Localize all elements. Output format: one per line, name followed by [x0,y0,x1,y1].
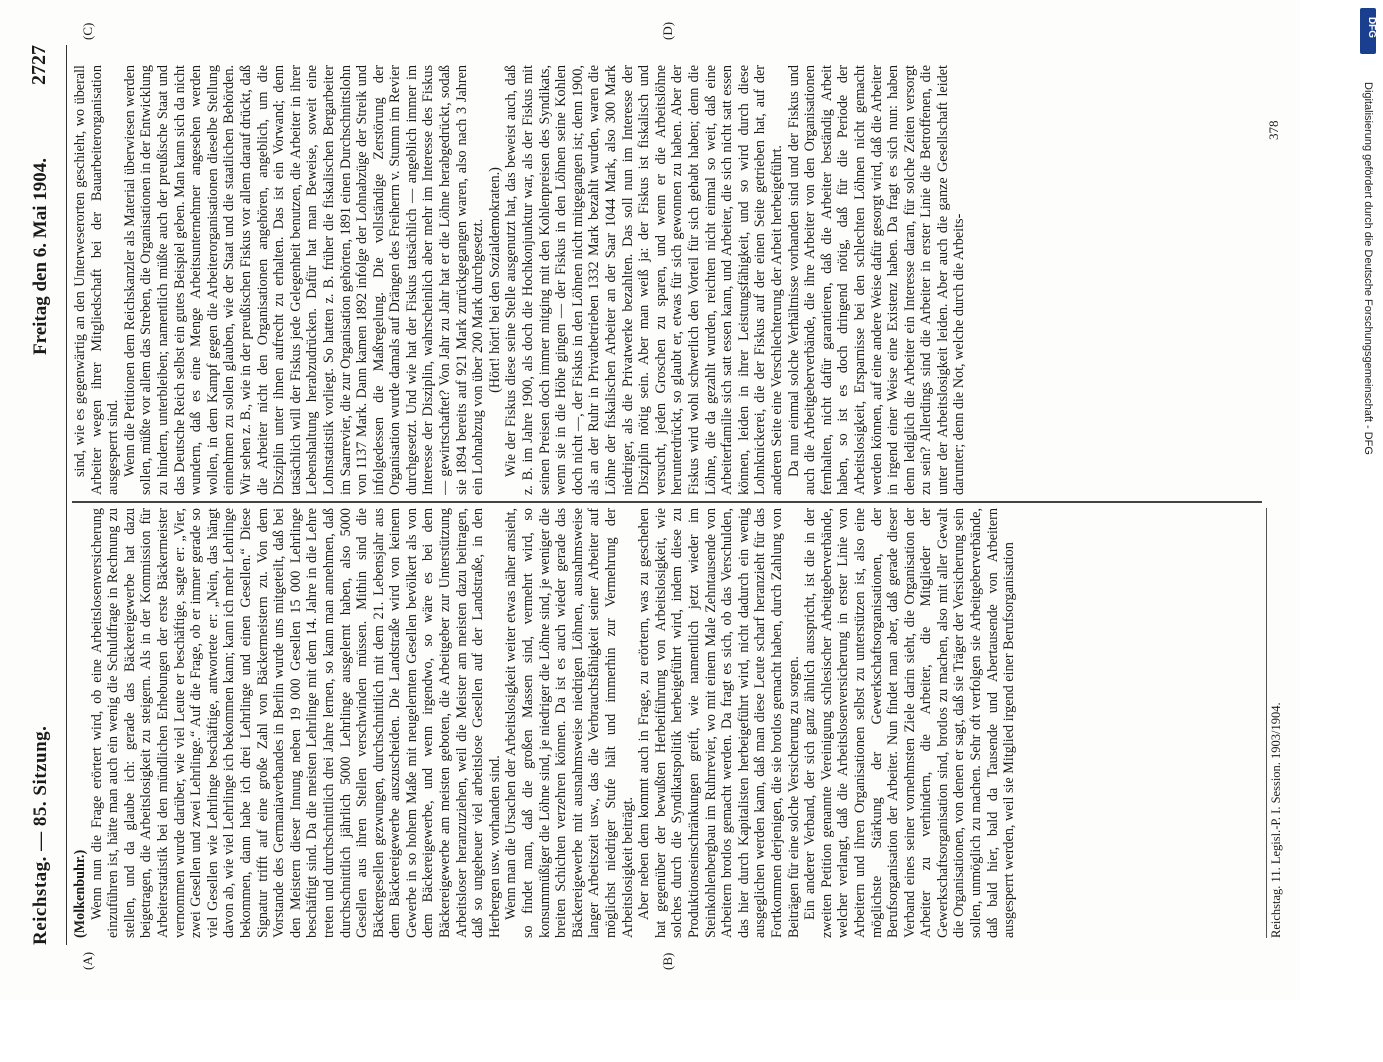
credit-text: Digitalisierung gefördert durch die Deutsche Forschungsgemeinschaft - DFG [1362,82,1374,455]
header-rule [66,45,67,945]
dfg-logo-text: DFG [1366,16,1378,39]
page-header [28,45,58,945]
paragraph: sind, wie es gegenwärtig an den Unterweserorten geschieht, wo überall Arbeiter wegen ihrer Mitgliedschaft bei der Bauarbeiterorganisation ausgesperrt sind. [72,65,122,495]
paragraph: Da nun einmal solche Verhältnisse vorhanden sind und der Fiskus und auch die Arbeitgeberverbände, die ihre Arbeiter von den Organisationen fernhalten, nicht dafür garantieren, daß die Arbeiter beständig Arbeit haben, so ist es doch dringend nötig, daß für die Periode der Arbeitslosigkeit, Ersparnisse bei den schlechten Löhnen nicht gemacht werden können, auf eine andere Weise dafür gesorgt wird, daß die Arbeiter in irgend einer Weise eine Existenz haben. Da fragt es sich nun: haben denn lediglich die Arbeiter ein Interesse daran, für solche Zeiten versorgt zu sein? Allerdings sind die Arbeiter in erster Linie die Betroffenen, die unter der Arbeitslosigkeit leiden. Aber auch die ganze Gesellschaft leidet darunter; denn die Not, welche durch die Arbeits- [785,65,968,495]
digitization-credit [1352,10,1376,1000]
right-column [72,65,1262,495]
column-separator [72,501,1262,503]
speaker-name: (Molkenbuhr.) [72,849,88,938]
paragraph: Wenn nun die Frage erörtert wird, ob eine Arbeitslosenversicherung einzuführen ist, hätte man auch ein wenig die Schuldfrage in Rechnung zu stellen, und da glaube ich: gerade das Bäckereigewerbe hat dazu beigetragen, die Arbeitslosigkeit zu steigern. Als in der Kommission für Arbeiterstatistik bei den mündlichen Erhebungen der erste Bäckermeister vernommen wurde darüber, wie viel Leute er beschäftige, sagte er: „Vier, zwei Gesellen und zwei Lehrlinge.“ Auf die Frage, ob er immer gerade so viel Gesellen wie Lehrlinge beschäftige, antwortete er: „Nein, das hängt davon ab, wie viel Lehrlinge ich bekommen kann; kann ich mehr Lehrlinge bekommen, dann habe ich drei Lehrlinge und einen Gesellen.“ Diese Signatur trifft auf eine große Zahl von Bäckermeistern zu. Von dem Vorstande des Germaniaverbandes in Berlin wurde uns mitgeteilt, daß bei den Meistern dieser Innung neben 19 000 Gesellen 15 000 Lehrlinge beschäftigt sind. Da die meisten Lehrlinge mit dem 14. Jahre in die Lehre treten und durchschnittlich drei Jahre lernen, so kann man annehmen, daß durchschnittlich jährlich 5000 Lehrlinge ausgelernt haben, also 5000 Gesellen aus ihren Stellen verschwinden müssen. Mithin sind die Bäckergesellen gezwungen, durchschnittlich mit dem 21. Lebensjahr aus dem Bäckereigewerbe auszuscheiden. Die Landstraße wird von keinem Gewerbe in so hohem Maße mit neugelernten Gesellen bevölkert als von dem Bäckereigewerbe, und wenn irgendwo, so wäre es bei dem Bäckereigewerbe am meisten geboten, die Arbeitgeber zur Unterstützung Arbeitsloser heranzuziehen, weil die Meister am meisten dazu beitragen, daß so ungeheuer viel arbeitslose Gesellen auf der Landstraße, in den Herbergen usw. vorhanden sind. [88,508,503,938]
margin-marker-a: (A) [80,951,95,970]
left-column [72,508,1262,938]
paragraph: Wenn man die Ursachen der Arbeitslosigkeit weiter etwas näher ansieht, so findet man, daß die großen Massen sind, vermehrt wird, so konsummüßiger die Löhne sind, je niedriger die Löhne sind, je weniger die breiten Schichten verzehren können. Da ist es auch wieder gerade das Bäckereigewerbe mit ausnahmsweise niedrigen Löhnen, ausnahmsweise langer Arbeitszeit usw., das die Verbrauchsfähigkeit seiner Arbeiter auf möglichst niedriger Stufe hält und immerhin zur Vermehrung der Arbeitslosigkeit beiträgt. [503,508,636,938]
margin-marker-b: (B) [660,952,675,970]
paragraph: Wie der Fiskus diese seine Stelle ausgenutzt hat, das beweist auch, daß z. B. im Jahre 1900, als doch die Hochkonjunktur war, als der Fiskus mit seinen Preisen doch immer mitging mit den Kohlenpreisen des Syndikats, wenn sie in die Höhe gingen — der Fiskus in den Löhnen seine Kohlen doch nicht —, der Fiskus in den Löhnen nicht mitgegangen ist; denn 1900, als an der Ruhr in Privatbetrieben 1332 Mark bezahlt wurden, waren die Löhne der fiskalischen Arbeiter an der Saar 1044 Mark, also 300 Mark niedriger, als die Privatwerke bezahlten. Das soll nun im Interesse der Disziplin nötig sein. Aber man weiß ja: der Fiskus ist fiskalisch und versucht, jeden Groschen zu sparen, und wenn er die Arbeitslöhne herunterdrückt, so glaubt er, etwas für sich gewonnen zu haben. Aber der Fiskus wird wohl schwerlich den Vorteil für sich gehabt haben; denn die Löhne, die da gezahlt wurden, reichten nicht einmal so weit, daß eine Arbeiterfamilie sich satt essen kann, und Arbeiter, die sich nicht satt essen können, leiden in ihrer Leistungsfähigkeit, und so wird durch diese Lohnknickerei, die der Fiskus auf der einen Seite getrieben hat, auf der anderen Seite eine Verschlechterung der Arbeit herbeigeführt. [503,65,785,495]
footer-page-code: 378 [1266,120,1281,140]
header-date: Freitag den 6. Mai 1904. [30,157,51,355]
footer-session-info: Reichstag. 11. Legisl.-P. I. Session. 1903/1904. [1266,508,1284,938]
header-left: Reichstag. — 85. Sitzung. [30,725,51,945]
paragraph: Ein anderer Verband, der sich ganz ähnlich ausspricht, ist die in der zweiten Petition genannte Vereinigung schlesischer Arbeitgeberverbände, welcher verlangt, daß die Arbeitslosenversicherung in erster Linie von Arbeitern und ihren Organisationen selbst zu unterstützen ist, also eine möglichste Stärkung der Gewerkschaftsorganisationen, der Berufsorganisation der Arbeiter. Nun findet man aber, daß gerade dieser Verband eines seiner vornehmsten Ziele darin sieht, die Organisation der Arbeiter zu verhindern, die Arbeiter, die Mitglieder der Gewerkschaftsorganisation sind, brotlos zu machen, also mit aller Gewalt die Organisationen, von denen er sagt, daß sie Träger der Versicherung sein sollen, unmöglich zu machen. Sehr oft verfolgen sie Arbeitgeberverbände, daß bald hier, bald da Tausende und Abertausende von Arbeitern ausgesperrt werden, weil sie Mitglied irgend einer Berufsorganisation [802,508,1018,938]
interjection: (Hört! hört! bei den Sozialdemokraten.) [486,167,503,393]
paragraph: Wenn die Petitionen dem Reichskanzler als Material überwiesen werden sollen, müßte vor allem das Streben, die Organisationen in der Entwicklung zu hindern, unterbleiben; namentlich müßte auch der preußische Staat und das Deutsche Reich selbst ein gutes Beispiel geben. Man kann sich da nicht wundern, daß es eine Menge Arbeitsunternehmer angesehen werden wollen, in dem Kampf gegen die Arbeiterorganisationen dieselbe Stellung einnehmen zu sollen glauben, wie der Staat und die staatlichen Behörden. Wir sehen z. B., wie in der preußischen Fiskus vor allem darauf drückt, daß die Arbeiter nicht den Organisationen angehören, angeblich, um die Disziplin unter ihnen aufrecht zu erhalten. Das ist ein Vorwand; denn tatsächlich will der Fiskus jede Gelegenheit benutzen, die Arbeiter in ihrer Lebenshaltung herabzudrücken. Dafür hat man Beweise, soweit eine Lohnstatistik vorliegt. So hatten z. B. früher die fiskalischen Bergarbeiter im Saarrevier, die zur Organisation gehörten, 1891 einen Durchschnittslohn von 1137 Mark. Dann kamen 1892 infolge der Lohnabzüge der Streik und infolgedessen die Maßregelung. Die vollständige Zerstörung der Organisation wurde damals auf Drängen des Freiherrn v. Stumm im Revier durchgesetzt. Und wie hat der Fiskus tatsächlich — angeblich immer im Interesse der Disziplin, wahrscheinlich aber mehr im Interesse des Fiskus — gewirtschaftet? Von Jahr zu Jahr hat er die Löhne herabgedrückt, sodaß sie 1894 bereits auf 921 Mark zurückgegangen waren, also nach 3 Jahren ein Lohnabzug von über 200 Mark durchgesetzt. [121,65,487,495]
paragraph: Aber neben dem kommt auch in Frage, zu erörtern, was zu geschehen hat gegenüber der bewußten Herbeiführung von Arbeitslosigkeit, wie solches durch die Syndikatspolitik herbeigeführt wird, indem diese zu Produktionseinschränkungen greift, wie namentlich jetzt wieder im Steinkohlenbergbau im Ruhrrevier, wo mit einem Male Zehntausende von Arbeitern brotlos gemacht werden. Da fragt es sich, ob das Verschulden, das hier durch Kapitalisten herbeigeführt wird, nicht dadurch ein wenig ausgeglichen werden kann, daß man diese Leute scharf heranzieht für das Fortkommen derjenigen, die sie brotlos gemacht haben, durch Zahlung von Beiträgen für eine solche Versicherung zu sorgen. [636,508,802,938]
margin-marker-c: (C) [80,22,95,40]
page-number: 2727 [28,45,50,85]
margin-marker-d: (D) [660,21,675,40]
